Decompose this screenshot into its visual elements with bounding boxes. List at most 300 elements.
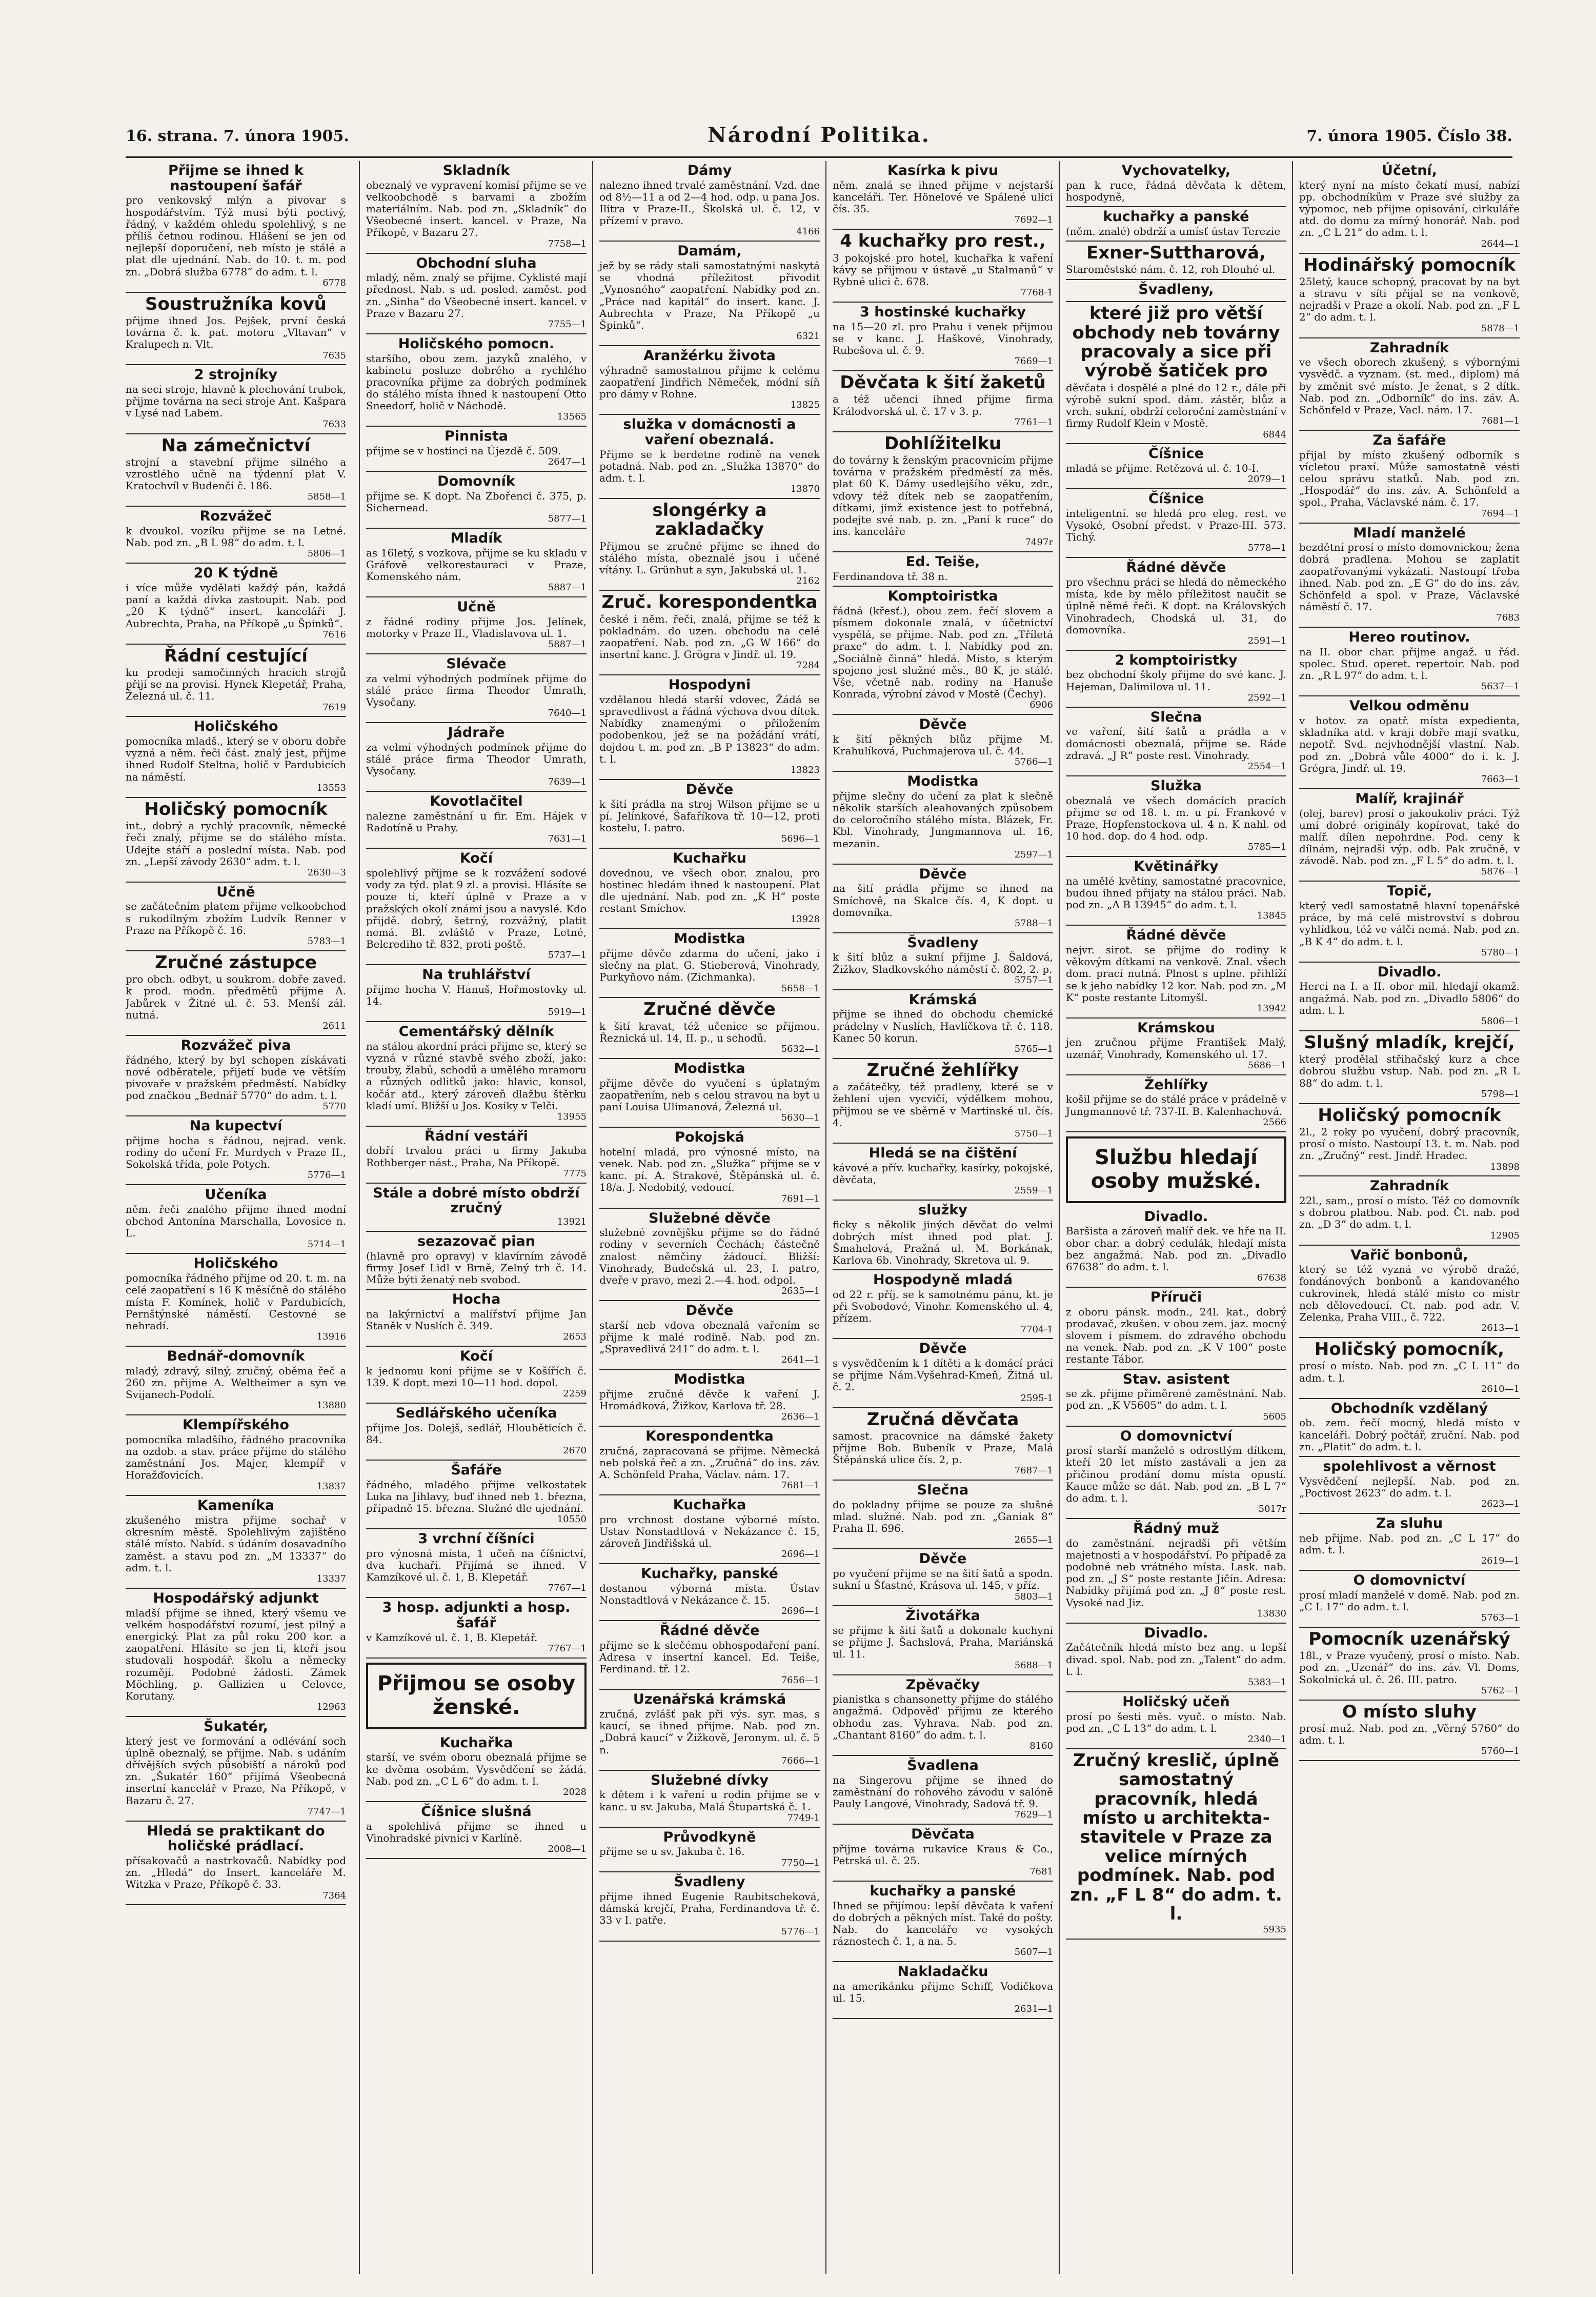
ad-text: mladší přijme se ihned, který všemu ve velkém hospodářství rozumí, jest pilný a energický. Plat za půl roku 200 kor. a zaopatření. Hlásíte se jen ti, kteří jsou studovali hospodář. školu a německy rozumějí. Podobné žádosti. Zámek Möchling, p. Gallizien u Celovce, Korutany. [126,1606,346,1702]
classified-ad [126,293,346,366]
ad-reference-number: 5783—1 [307,936,346,947]
ad-text: na II. obor char. přijme angaž. u řád. spolec. Stud. operet. repertoir. Nab. pod zn. „R L 97“ do adm. t. l. [1299,645,1520,682]
ad-text: na šití prádla přijme se ihned na Smíchově, na Skalce čís. 4, K dopt. u domovníka. [833,882,1053,918]
classified-ad [1066,242,1286,280]
ad-heading: Řádní vestáři [425,1128,528,1144]
ad-heading: Služka [1150,777,1202,794]
ad-text: přijme děvče do vyučení s úplatným zaopatřením, neb s celou stravou na byt u paní Louisa Ulimanová, Železná ul. [599,1076,820,1113]
ad-reference-number: 5766—1 [1014,756,1053,768]
ad-text: pomocníka řádného přijme od 20. t. m. na celé zaopatření s 16 K měsíčně do stálého místa F. Komínek, holič v Pardubicích, Pernštýnské náměstí. Cestovné se nehradí. [126,1272,346,1332]
classified-ad [366,334,587,427]
ad-heading: slongérky a zakladačky [652,500,767,540]
ad-heading: Aranžérku života [643,348,776,364]
classified-ad [599,1495,820,1564]
ad-text: (hlavně pro opravy) v klavírním závodě firmy Josef Lidl v Brně, Zelný trh č. 14. Může býti ženatý neb svobod. [366,1249,587,1286]
ad-text: 22l., sam., prosí o místo. Též co domovník s dobrou platbou. Nab. pod. Čt. nab. pod zn. „D 3“ do adm. t. l. [1299,1194,1520,1231]
classified-ad [1299,1176,1520,1245]
ad-heading: Příruči [1150,1289,1202,1305]
ad-heading: Kuchařka [673,1497,746,1513]
ad-reference-number: 2619—1 [1481,1555,1520,1566]
classified-ad [833,1756,1053,1825]
ad-reference-number: 5877—1 [548,513,587,525]
ad-heading: Švadleny, [1138,281,1214,297]
ad-heading: Sedlářského učeníka [395,1405,557,1422]
ad-reference-number: 5806—1 [307,548,346,560]
ad-reference-number: 13880 [316,1400,346,1411]
ad-text: prosí muž. Nab. pod zn. „Věrný 5760“ do adm. t. l. [1299,1722,1520,1747]
ad-text: po vyučení přijme se na šití šatů a spodn. sukní u Šťastné, Krásova ul. 145, v příz. [833,1567,1053,1592]
classified-ad [833,432,1053,553]
ad-text: pomocníka mladš., který se v oboru dobře vyzná a něm. řeči část. znalý jest, přijme ihned Rudolf Steltna, holič v Pardubicích na náměstí. [126,735,346,783]
ad-heading: 20 K týdně [193,565,278,582]
ad-text: na amerikánku přijme Schiff, Vodičkova ul. 15. [833,1980,1053,2005]
ad-text: dobří trvalou práci u firmy Jakuba Rothberger nást., Praha, Na Příkopě. [366,1144,587,1169]
ad-text: se zk. přijme přiměrené zaměstnání. Nab. pod zn. „K V5605“ do adm. t. l. [1066,1387,1286,1412]
classified-ad [1299,431,1520,524]
ad-reference-number: 13337 [316,1573,346,1585]
ad-text: na Singerovu přijme se ihned do zaměstnání do rohového závodu v salóně Pauly Langové, Vinohrady, Sadová tř. 9. [833,1773,1053,1810]
ad-heading: 2 komptoiristky [1115,652,1238,668]
classified-ad [366,254,587,334]
ad-reference-number: 2653 [563,1331,587,1343]
classified-ad [1299,963,1520,1031]
classified-ad [126,1822,346,1906]
ad-reference-number: 7683 [1496,612,1520,624]
classified-ad [366,965,587,1022]
classified-ad [366,1127,587,1184]
ad-heading: Průvodkyně [663,1829,756,1845]
classified-ad [1299,524,1520,628]
ad-reference-number: 7758—1 [548,238,587,249]
ad-reference-number: 7633 [322,418,346,430]
ad-reference-number: 5714—1 [307,1239,346,1250]
classified-ad [599,499,820,591]
classified-ad [1299,1628,1520,1701]
classified-ad [599,415,820,499]
ad-reference-number: 2597—1 [1014,849,1053,860]
classified-ad [833,1549,1053,1606]
ad-heading: Holičského [193,1255,278,1272]
ad-text: přijme se k slečému obhospodaření paní. Adresa v insertní kancel. Ed. Teiše, Ferdinand. tř. 12. [599,1639,820,1675]
ad-text: přijme děvče zdarma do učení, jako i slečny na plat. G. Stieberová, Vinohrady, Purkyňovo nám. (Zichmanka). [599,947,820,984]
ad-reference-number: 5737—1 [548,950,587,961]
ad-text: v hotov. za opatř. místa expedienta, skladníka atd. v kraji dobře mají svatku, nepotř. Svd. nejvhodnější vlastní. Nab. pod zn. „Dobrá vůle 4000“ do i. k. J. Grégra, Jindř. ul. 19. [1299,714,1520,774]
ad-text: přijme se. K dopt. Na Zbořenci č. 375, p. Sichernead. [366,489,587,514]
classified-ad [366,472,587,529]
ad-heading: Bednář-domovník [167,1348,305,1364]
classified-ad [599,1370,820,1427]
ad-reference-number: 7749-1 [787,1812,820,1823]
ad-reference-number: 5776—1 [781,1926,820,1937]
ad-heading: Divadlo. [1377,964,1442,980]
ad-text: obeznalý ve vypravení komisí přijme se ve velkoobchodě s barvami a zbožím materiálním. Nab. pod zn. „Skladník“ do Všeobecné insert. kancel. v Praze, Na Příkopě, v Bazaru 27. [366,178,587,239]
classified-ad [833,1059,1053,1144]
ad-text: české i něm. řeči, znalá, přijme se též k pokladnám. do uzen. obchodu na celé zaopatření. Nab. pod zn. „G W 166“ do insertní kanc. J. Grögra v Jindř. ul. 19. [599,612,820,661]
ad-text: a též učenci ihned přijme firma Králodvorská ul. č. 17 v 3. p. [833,393,1053,417]
ad-text: pianistka s chansonetty přijme do stálého angažmá. Odpověď přijmu ze kterého obhodu zas. Vyhrava. Nab. pod zn. „Chantant 8160“ do adm. t. l. [833,1693,1053,1741]
classified-ad [1066,926,1286,1018]
ad-heading: Účetní, [1382,163,1437,178]
classified-ad [1066,1018,1286,1075]
ad-reference-number: 13565 [557,411,587,423]
ad-text: něm. znalá se ihned přijme v nejstarší kanceláři. Ter. Hönelové ve Spálené ulici čís. 35. [833,178,1053,215]
classified-ad [833,1201,1053,1270]
classified-ad [1299,1514,1520,1571]
ad-heading: Kasírka k pivu [887,163,999,178]
ad-reference-number: 5696—1 [781,833,820,845]
ad-text: který se též vyzná ve výrobě dražé, fondánových bonbonů a kandovaného cukrovinek, hledá stálé místo co mistr neb dělovedoucí. Ct. nab. pod adr. V. Zelenka, Praha VIII., č. 722. [1299,1263,1520,1323]
ad-heading: Učně [216,884,255,900]
ad-text: k šití prádla na stroj Wilson přijme se u pí. Jelínkové, Šafaříkova tř. 10—12, proti kostelu, I. patro. [599,797,820,834]
ad-text: staršího, obou zem. jazyků znalého, v kabinetu posluze dobrého a rychlého pracovníka přijme za dobrých podmínek do stálého místa ihned k nastoupení Otto Sneedorf, holič v Náchodě. [366,352,587,412]
classified-ad [833,1270,1053,1339]
ad-heading: Slečna [917,1482,969,1499]
ad-text: za velmi výhodných podmínek přijme do stálé práce firma Theodor Umrath, Vysočany. [366,741,587,777]
ad-reference-number: 7666—1 [781,1755,820,1766]
ad-reference-number: 7692—1 [1014,214,1053,226]
ad-reference-number: 7704-1 [1020,1324,1053,1335]
ad-heading: Soustružníka kovů [145,293,327,314]
classified-ad [1066,857,1286,926]
ad-text: bez obchodní školy přijme do své kanc. J. Hejeman, Dalimilova ul. 11. [1066,668,1286,693]
classified-ad [833,552,1053,587]
classified-ad [126,1036,346,1116]
classified-ad [599,1427,820,1495]
ad-heading: Mladí manželé [1353,525,1466,541]
ad-heading: Děvče [685,781,734,797]
ad-text: a začátečky, též pradleny, které se v žehlení ujen vycvičí, výdělkem mohou, přijmou se ve sběrně v Martinské ul. čís. 4. [833,1081,1053,1129]
ad-reference-number: 2696—1 [781,1549,820,1560]
classified-ad [599,591,820,675]
ad-text: pan k ruce, řádná děvčata k dětem, hospodyně, [1066,178,1286,203]
ad-reference-number: 13837 [316,1481,346,1492]
ad-text: prosí o místo. Nab. pod zn. „C L 11“ do adm. t. l. [1299,1360,1520,1384]
ad-text: přijal by místo zkušený odborník s vícletou praxí. Může samostatně vésti celou správu statků. Nab. pod zn. „Hospodář“ do ins. záv. A. Schönfeld a spol., Praha, Václavské nám. č. 17. [1299,448,1520,509]
classified-ad [366,1663,587,1729]
ad-text: pro vrchnost dostane výborné místo. Ustav Nonstadtlová v Nekázance č. 15, zároveň Jindřišská ul. [599,1513,820,1550]
ad-text: k jednomu koni přijme se v Košířích č. 139. K dopt. mezi 10—11 hod. dopol. [366,1364,587,1389]
ad-reference-number: 12905 [1490,1230,1520,1241]
ad-text: do továrny k ženským pracovnicím přijme továrna v pražském předměstí za měs. plat 60 K. Dámy usedlejšího věku, zdr., vdovy též dítek neb se zaopatřením, dítkami, jimž existence jest to potřebná, podejte své nab. p. zn. „Paní k ruce“ do ins. kanceláře [833,454,1053,538]
ad-text: prosí starší manželé s odrostlým dítkem, kteří 20 let místo zastávali a jen za přičinou prodání domu místa opustí. Kauce může se dát. Nab. pod zn. „B L 7“ do adm. t. l. [1066,1444,1286,1504]
classified-ad [126,798,346,883]
ad-text: (něm. znalé) obdrží a umísť ústav Terezie [1066,225,1281,237]
ad-text: v Kamzíkové ul. č. 1, B. Klepetář. [366,1631,538,1644]
ad-heading: Řádné děvče [1126,560,1226,576]
classified-ad [1299,1031,1520,1104]
classified-ad [833,1481,1053,1549]
classified-ad [599,1059,820,1128]
ad-reference-number: 5798—1 [1481,1088,1520,1100]
ad-heading: Slévače [446,656,507,672]
classified-ad [833,715,1053,772]
ad-reference-number: 5770 [322,1101,346,1112]
ad-reference-number: 7663—1 [1481,773,1520,785]
ad-heading: Obchodní sluha [416,255,537,271]
ad-heading: Holičského [193,718,278,735]
ad-reference-number: 7681—1 [781,1480,820,1491]
classified-ad [1066,1624,1286,1692]
classified-ad [126,645,346,717]
classified-ad [366,849,587,965]
ad-heading: Mladík [450,530,502,546]
ad-heading: Damám, [677,243,742,259]
classified-ad [1299,1338,1520,1399]
ad-heading: Děvče [919,866,967,882]
classified-ad [599,242,820,346]
classified-ad [1066,1519,1286,1624]
classified-ad [599,1621,820,1690]
ad-text: prosí po šesti měs. vyuč. o místo. Nab. pod zn. „C L 13“ do adm. t. l. [1066,1710,1286,1734]
classified-ad [1066,280,1286,303]
ad-text: a spolehlivá přijme se ihned u Vinohradské pivnici v Karlíně. [366,1820,587,1844]
ad-reference-number: 5686—1 [1247,1060,1286,1071]
ad-text: Vysvědčení nejlepší. Nab. pod zn. „Poctivost 2623“ do adm. t. l. [1299,1474,1520,1499]
ad-reference-number: 13916 [316,1331,346,1343]
ad-reference-number: 5757—1 [1014,974,1053,986]
ad-text: jen zručnou přijme František Malý, uzenář, Vinohrady, Komenského ul. 17. [1066,1036,1286,1061]
ad-reference-number: 4166 [796,226,820,237]
ad-reference-number: 7497r [1025,537,1053,548]
ad-text: se začátečním platem přijme velkoobchod s rukodílným zbožím Ludvík Renner v Praze na Příkopě č. 16. [126,900,346,936]
classified-ad [1066,302,1286,444]
ad-text: kávové a přív. kuchařky, kasírky, pokojské, děvčata, [833,1161,1053,1186]
ad-reference-number: 5632—1 [781,1044,820,1055]
ad-text: hotelní mladá, pro výnosné místo, na venek. Nab. pod zn. „Služka“ přijme se v kanc. pí. A. Strakové, Štěpánská ul. č. 18/a. J. Nedobitý, vedoucí. [599,1145,820,1194]
ad-heading: Učeníka [205,1187,267,1203]
ad-reference-number: 5605 [1263,1411,1286,1422]
classified-ad [1066,207,1286,242]
ad-reference-number: 5637—1 [1481,681,1520,692]
ad-text: přijme hocha V. Hanuš, Hořmostovky ul. 14. [366,983,587,1007]
ad-text: košil přijme se do stálé práce v prádelně v Jungmannově tř. 737-II. B. Kalenhachová. [1066,1093,1286,1117]
ad-reference-number: 5876—1 [1481,866,1520,877]
ad-reference-number: 5658—1 [781,983,820,994]
classified-ad [1299,1701,1520,1762]
classified-ad [1299,338,1520,431]
ad-heading: Holičský učeň [1122,1693,1230,1710]
ad-heading: Služebné děvče [649,1210,771,1226]
ad-text: obeznalá ve všech domácích pracích přijme se od 18. t. m. u pí. Frankové v Praze, Hopfenstockova ul. 4 n. K nahl. od 10 hod. dop. do 4 hod. odp. [1066,794,1286,843]
classified-ad [1299,789,1520,882]
classified-ad [833,772,1053,865]
ad-heading: 2 strojníky [194,367,278,383]
ad-heading: Slečna [1150,709,1202,725]
ad-text: k šití kravat, též učenice se přijmou. Řeznická ul. 14, II. p., u schodů. [599,1020,820,1044]
classified-ad [599,1771,820,1828]
ad-text: spolehlivý přijme se k rozvážení sodové vody za týd. plat 9 zl. a provisi. Hlásíte se pouze ti, kteří úplně v Praze a v pražských okolí známi jsou a navyslé. Kdo přijdě. dobrý, šetrný, rozvážný, platit nemá. Bl. zvláště v Praze, Letné, Belcrediho tř. 832, proti poště. [366,866,587,951]
ad-text: do zaměstnání. nejradši při větším majetnosti a v hospodářství. Po případě za podobné neb vrátného místa. Lask. nab. pod zn. „J S“ poste restante Jičín. Adresa: Nabídky přijímá pod zn. „J 8“ poste rest. Vysoké nad Jiz. [1066,1536,1286,1609]
ad-text: zručná, zvlášť pak při výs. syr. mas, s kaucí, se ihned přijme. Nab. pod zn. „Dobrá kaucí“ v Žižkově, Jeronym. ul. č. 5 n. [599,1708,820,1756]
classified-ad [1066,1370,1286,1427]
ad-text: který nyní na místo čekatí musí, nabízí pp. obchodníkům v Praze své služby za výpomoc, neb přijme opisování, cirkuláře atd. do domu za mírný honorář. Nab. pod zn. „C L 21“ do adm. t. l. [1299,178,1520,239]
ad-reference-number: 2644—1 [1481,238,1520,249]
ad-reference-number: 6321 [796,331,820,342]
ad-reference-number: 6906 [1029,700,1053,711]
ad-heading: O domovnictví [1353,1572,1466,1588]
ad-heading: Rozvážeč [199,508,272,525]
ad-reference-number: 5887—1 [548,582,587,593]
classified-ad [366,1733,587,1802]
ad-text: služebné zovnějšku přijme se do řádné rodiny v severních Čechách; částečně znalost němčiny žádoucí. Bližší: Vinohrady, Budečská ul. 23, I. patro, dveře v pravo, mezi 2.—4. hod. odpol. [599,1226,820,1286]
ad-heading: Hledá se praktikant do holičské prádlací. [147,1823,325,1854]
ad-reference-number: 13870 [790,484,820,495]
classified-ad [126,1254,346,1347]
ad-text: inteligentní. se hledá pro eleg. rest. ve Vysoké, Osobní předst. v Praze-III. 573. Tichý. [1066,507,1286,544]
ad-heading: Hodinářský pomocník [1303,254,1516,275]
ad-heading: Malíř, krajinář [1355,790,1464,807]
ad-column [592,161,820,2274]
classified-ad [1066,1692,1286,1749]
ad-text: do pokladny přijme se pouze za slušné mlad. služné. Nab. pod zn. „Ganiak 8“ Praha II. 696. [833,1499,1053,1535]
ad-heading: Dámy [687,163,732,178]
ad-heading: Učně [457,599,496,615]
ad-reference-number: 5630—1 [781,1112,820,1124]
classified-ad [599,849,820,929]
ad-heading: Služebné dívky [651,1772,769,1788]
ad-text: přísakovačů a nastrkovačů. Nabídky pod zn. „Hledá“ do Insert. kanceláře M. Witzka v Praze, Příkopě č. 33. [126,1854,346,1891]
classified-ad [126,1116,346,1185]
classified-ad [126,1185,346,1254]
ad-heading: Řádný muž [1133,1521,1219,1537]
ad-text: 25letý, kauce schopný, pracovat by na byt a stravu v síti přijal se na venkově, nejradši v Praze a okolí. Nab. pod zn. „F L 2“ do adm. t. l. [1299,275,1520,324]
ad-reference-number: 2611 [322,1021,346,1032]
ad-heading: Šafáře [451,1462,502,1478]
ad-heading: Na kupectví [189,1118,282,1134]
ad-text: k šití pěkných blůz přijme M. Krahulíková, Puchmajerova ul. č. 44. [833,732,1053,757]
ad-text: int., dobrý a rychlý pracovník, německé řeči znalý, přijme se do stálého místa. Udejte stáří a poslední místa. Nab. pod zn. „Lepší závody 2630“ adm. t. l. [126,820,346,868]
ad-heading: 4 kuchařky pro rest., [840,231,1046,252]
classified-ad [833,161,1053,230]
ad-reference-number: 5762—1 [1481,1685,1520,1696]
ad-text: děvčata i dospělé a plné do 12 r., dále při výrobě sukní spod. dám. zástěr, blůz a vrch. sukní, obdrží celoroční zaměstnání v firmy Rudolf Klein v Mostě. [1066,381,1286,430]
classified-ad [126,434,346,507]
ad-heading: Za šafáře [1372,432,1446,449]
ad-text: ku prodeji samočinných hracích strojů přijí se na provisi. Hynek Klepetář, Praha, Železná ul. č. 11. [126,666,346,703]
ad-heading: Děvče [919,1341,967,1357]
ad-text: za velmi výhodných podmínek přijme do stálé práce firma Theodor Umrath, Vysočany. [366,672,587,709]
ad-heading: Modistka [674,931,745,947]
ad-heading: služky [918,1202,967,1218]
ad-text: přijme hocha s řádnou, nejrad. venk. rodiny do učení Fr. Murdych v Praze II., Sokolská třída, pole Potych. [126,1134,346,1171]
ad-reference-number: 2591—1 [1247,635,1286,646]
classified-ad [599,929,820,998]
ad-heading: Kuchařka [439,1734,513,1751]
ad-heading: Velkou odměnu [1349,698,1470,714]
ad-heading: Nakladačku [897,1964,988,1980]
ad-text: strojní a stavební přijme silného a vzrostlého učně na týdenní plat V. Kratochvíl v Budenči č. 186. [126,455,346,492]
ad-reference-number: 7750—1 [781,1857,820,1868]
ad-reference-number: 13921 [557,1216,587,1228]
ad-text: na lakýrnictví a malířství přijme Jan Staněk v Nuslích č. 349. [366,1307,587,1332]
ad-text: který jest ve formování a odlévání soch úplně obeznalý, se přijme. Nab. s udáním dřívějších svých působiští a nároků pod zn. „Šukatér 160“ přijímá Všeobecná insertní kancelář v Praze, Na Příkopě, v Bazaru č. 27. [126,1734,346,1807]
ad-heading: Modistka [674,1371,745,1388]
classified-ad [1066,1427,1286,1520]
ad-reference-number: 2630—3 [307,867,346,878]
ad-reference-number: 5688—1 [1014,1660,1053,1671]
ad-reference-number: 5780—1 [1481,947,1520,958]
classified-ad [126,717,346,797]
classified-ad [1066,1207,1286,1288]
ad-text: ficky s několik jiných děvčat do velmi dobrých míst ihned pod plat. J. Šmahelová, Pražná ul. M. Borkának, Karlova 6b. Vinohrady, Skretova ul. 9. [833,1218,1053,1267]
ad-reference-number: 5778—1 [1247,543,1286,554]
ad-reference-number: 7631—1 [548,833,587,845]
classified-ad [126,365,346,434]
classified-ad [833,230,1053,303]
ad-text: přijme se v hostinci na Újezdě č. 509. [366,445,561,457]
ad-heading: Řádní cestující [164,645,308,666]
ad-reference-number: 5763—1 [1481,1612,1520,1623]
ad-heading: Vychovatelky, [1121,163,1231,178]
ad-text: řádná (křesť.), obou zem. řečí slovem a písmem dokonale znalá, v účetnictví vyspělá, se přijme. Nab. pod zn. „Tříletá praxe“ do adm. t. l. Nabídky pod zn. „Sociálně činná“ hledá. Místo, s kterým spojeno jest služné měs., 80 K, je stálé. Vše, včetně nab. rodiny na Hanuše Konrada, výrobní závod v Mostě (Čechy). [833,604,1053,701]
ad-heading: Skladník [442,163,510,178]
ad-reference-number: 2670 [563,1445,587,1456]
classified-ad [833,1339,1053,1408]
ad-heading: Na zámečnictví [161,435,311,456]
ad-heading: Pinnista [445,428,508,445]
ad-text: na stálou akordní práci přijme se, který se vyzná v různé stavbě svého zboží, jako: trouby, žlabů, schodů a umělého mramoru a různých odlitků jako: hlavic, konsol, kočár atd., který zároveň dlažbu štěrku kladí umí. Bližší u Jos. Kosiky v Telči. [366,1040,587,1112]
ad-reference-number: 5935 [1263,1924,1286,1935]
ad-text: 3 pokojské pro hotel, kuchařka k vaření kávy se přijmou v ústavě „u Stalmanů“ v Rybné ulici č. 678. [833,251,1053,288]
ad-text: pro všechnu práci se hledá do německého místa, kde by mělo příležitost naučit se úplně němé řeči. K dopt. na Královských Vinohradech, Chodská ul. 31, do domovníka. [1066,575,1286,636]
ad-heading: Holičský pomocník [144,798,328,820]
classified-ad [599,346,820,415]
classified-ad [833,1144,1053,1201]
ad-heading: Číšnice [1148,491,1204,507]
masthead [126,123,1512,154]
ad-reference-number: 5878—1 [1481,323,1520,334]
classified-ad [1066,558,1286,651]
ad-reference-number: 2636—1 [781,1411,820,1423]
ad-reference-number: 2259 [563,1388,587,1400]
ad-text: Přijmou se zručné přijme se ihned do stálého místa, obeznalé jsou i učené vítány. L. Grünhut a syn, Jakubská ul. 1. [599,540,820,576]
ad-text: který prodělal střihačský kurz a chce dobrou službu vstup. Nab. pod zn. „R L 88“ do adm. t. l. [1299,1053,1520,1089]
ad-text: Přijme se k berdetne rodině na venek potadná. Nab. pod zn. „Služka 13870“ do adm. t. l. [599,448,820,484]
ad-reference-number: 7364 [322,1890,346,1901]
ad-reference-number: 6844 [1263,429,1286,440]
ad-heading: Děvče [685,1303,734,1319]
ad-reference-number: 2610—1 [1481,1383,1520,1394]
ad-reference-number: 7629—1 [1014,1809,1053,1821]
classified-ad [599,1564,820,1621]
classified-ad [366,1232,587,1290]
ad-reference-number: 7687—1 [1014,1465,1053,1476]
classified-ad [366,597,587,654]
ad-text: pro výnosná místa, 1 učeň na číšnictví, dva kuchaři. Přijímá se ihned. V Kamzíkové ul. č. 1, B. Klepetář. [366,1547,587,1584]
ad-heading: Děvče [919,716,967,733]
ad-reference-number: 2008—1 [548,1843,587,1854]
ad-text: 2l., 2 roky po vyučení, dobrý pracovník, prosí o místo. Nastoupí 13. t. m. Nab. pod zn. „Zručný“ rest. Jindř. Hradec. [1299,1125,1520,1162]
ad-heading: Vařič bonbonů, [1350,1247,1468,1263]
ad-column [359,161,587,2274]
ad-heading: Stále a dobré místo obdrží zručný [373,1185,580,1216]
ad-text: neb přijme. Nab. pod zn. „C L 17“ do adm. t. l. [1299,1531,1520,1556]
classified-ad [126,564,346,644]
ad-reference-number: 13823 [790,764,820,775]
classified-ad [1066,1075,1286,1132]
classified-ad [599,1301,820,1370]
ad-reference-number: 7635 [322,350,346,361]
classified-ad [1299,1399,1520,1457]
ad-heading: Životářka [905,1608,980,1624]
classified-ad [1299,1457,1520,1514]
ad-heading: kuchařky a panské [1103,209,1249,225]
ad-text: z oboru pánsk. modn., 24l. kat., dobrý prodavač, zkušen. v obou zem. jaz. mocný slovem i písmem. do zdravého obchodu na venek. Nab. pod zn. „K V 100“ poste restante Tábor. [1066,1305,1286,1366]
ad-text: s vysvědčením k 1 dítěti a k domácí práci se přijme Nám.Vyšehrad-Kmeň, Žitná ul. č. 2. [833,1357,1053,1393]
classified-ad [126,1415,346,1496]
classified-ad [599,998,820,1059]
classified-ad [366,1802,587,1859]
